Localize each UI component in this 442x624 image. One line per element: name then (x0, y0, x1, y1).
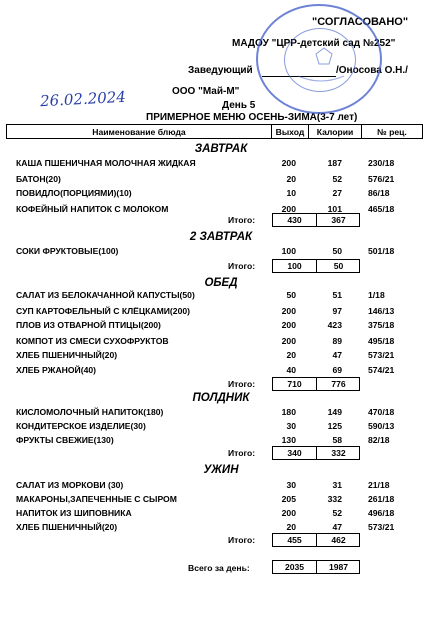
dish-calories: 125 (327, 421, 342, 431)
section-total-box (272, 259, 360, 273)
day-total-yield: 2035 (284, 562, 305, 572)
dish-calories: 101 (327, 204, 342, 214)
section-total-label: Итого: (228, 261, 256, 271)
dish-name: НАПИТОК ИЗ ШИПОВНИКА (16, 508, 132, 518)
dish-recipe: 230/18 (368, 158, 395, 168)
dish-recipe: 86/18 (368, 188, 390, 198)
dish-yield: 200 (281, 320, 296, 330)
dish-yield: 30 (286, 421, 296, 431)
approval-title: "СОГЛАСОВАНО" (312, 16, 409, 28)
dish-name: ХЛЕБ ПШЕНИЧНЫЙ(20) (16, 522, 118, 532)
approval-org: МАДОУ "ЦРР-детский сад №252" (232, 38, 396, 49)
dish-name: ХЛЕБ РЖАНОЙ(40) (16, 365, 96, 375)
handwritten-date: 26.02.2024 (39, 87, 127, 111)
section-total-label: Итого: (228, 379, 256, 389)
dish-name: ХЛЕБ ПШЕНИЧНЫЙ(20) (16, 350, 118, 360)
section-total-box (272, 213, 360, 227)
dish-name: СУП КАРТОФЕЛЬНЫЙ С КЛЁЦКАМИ(200) (16, 306, 190, 316)
section-total-calories: 367 (316, 214, 360, 226)
section-total-label: Итого: (228, 535, 256, 545)
stamp (256, 4, 382, 114)
dish-yield: 200 (281, 508, 296, 518)
supplier-name: ООО "Май-М" (172, 86, 240, 97)
dish-recipe: 495/18 (368, 336, 395, 346)
dish-yield: 200 (281, 204, 296, 214)
day-label: День 5 (222, 100, 256, 111)
dish-name: БАТОН(20) (16, 174, 61, 184)
section-total-calories: 50 (316, 260, 360, 272)
menu-title: ПРИМЕРНОЕ МЕНЮ ОСЕНЬ-ЗИМА(3-7 лет) (146, 112, 358, 123)
section-total-calories: 332 (316, 447, 360, 459)
dish-recipe: 1/18 (368, 290, 385, 300)
dish-yield: 200 (281, 158, 296, 168)
dish-name: ФРУКТЫ СВЕЖИЕ(130) (16, 435, 114, 445)
dish-recipe: 576/21 (368, 174, 395, 184)
head-label: Заведующий (188, 65, 253, 76)
dish-calories: 51 (332, 290, 342, 300)
dish-calories: 58 (332, 435, 342, 445)
section-title: 2 ЗАВТРАК (189, 231, 253, 243)
dish-recipe: 501/18 (368, 246, 395, 256)
section-total-label: Итого: (228, 448, 256, 458)
section-title: ЗАВТРАК (194, 143, 248, 155)
dish-name: КОФЕЙНЫЙ НАПИТОК С МОЛОКОМ (16, 204, 169, 214)
col-recipe-header: № рец. (362, 125, 423, 139)
dish-yield: 200 (281, 306, 296, 316)
day-total-box (272, 560, 360, 574)
dish-yield: 130 (281, 435, 296, 445)
dish-recipe: 590/13 (368, 421, 395, 431)
section-title: ОБЕД (204, 277, 238, 289)
section-total-yield: 100 (287, 261, 302, 271)
section-total-yield: 430 (287, 215, 302, 225)
dish-yield: 200 (281, 336, 296, 346)
section-total-yield: 455 (287, 535, 302, 545)
dish-calories: 31 (332, 480, 342, 490)
dish-name: КОНДИТЕРСКОЕ ИЗДЕЛИЕ(30) (16, 421, 146, 431)
dish-recipe: 21/18 (368, 480, 390, 490)
dish-name: КАША ПШЕНИЧНАЯ МОЛОЧНАЯ ЖИДКАЯ (16, 158, 196, 168)
dish-name: КИСЛОМОЛОЧНЫЙ НАПИТОК(180) (16, 407, 164, 417)
dish-calories: 149 (327, 407, 342, 417)
dish-yield: 20 (286, 350, 296, 360)
dish-name: ПОВИДЛО(ПОРЦИЯМИ)(10) (16, 188, 132, 198)
dish-yield: 50 (286, 290, 296, 300)
dish-yield: 180 (281, 407, 296, 417)
day-total-calories: 1987 (316, 561, 360, 573)
col-calories-header: Калории (309, 125, 362, 139)
dish-calories: 47 (332, 350, 342, 360)
dish-calories: 97 (332, 306, 342, 316)
dish-calories: 27 (332, 188, 342, 198)
section-total-label: Итого: (228, 215, 256, 225)
dish-calories: 50 (332, 246, 342, 256)
dish-yield: 100 (281, 246, 296, 256)
dish-name: САЛАТ ИЗ МОРКОВИ (30) (16, 480, 124, 490)
dish-yield: 205 (281, 494, 296, 504)
dish-yield: 10 (286, 188, 296, 198)
col-name-header: Наименование блюда (7, 125, 272, 139)
dish-recipe: 261/18 (368, 494, 395, 504)
dish-calories: 423 (327, 320, 342, 330)
section-total-yield: 710 (287, 379, 302, 389)
section-total-box (272, 533, 360, 547)
dish-calories: 89 (332, 336, 342, 346)
dish-yield: 20 (286, 522, 296, 532)
section-total-box (272, 377, 360, 391)
dish-recipe: 496/18 (368, 508, 395, 518)
section-total-calories: 462 (316, 534, 360, 546)
dish-calories: 52 (332, 508, 342, 518)
section-title: УЖИН (203, 464, 239, 476)
head-name: /Оносова О.Н./ (336, 65, 408, 76)
dish-calories: 52 (332, 174, 342, 184)
dish-recipe: 465/18 (368, 204, 395, 214)
dish-name: МАКАРОНЫ,ЗАПЕЧЕННЫЕ С СЫРОМ (16, 494, 177, 504)
dish-yield: 20 (286, 174, 296, 184)
section-total-yield: 340 (287, 448, 302, 458)
day-total-label: Всего за день: (188, 563, 250, 573)
dish-yield: 40 (286, 365, 296, 375)
dish-calories: 47 (332, 522, 342, 532)
dish-recipe: 470/18 (368, 407, 395, 417)
section-total-box (272, 446, 360, 460)
column-headers (6, 124, 423, 139)
dish-recipe: 573/21 (368, 350, 395, 360)
dish-name: САЛАТ ИЗ БЕЛОКАЧАННОЙ КАПУСТЫ(50) (16, 290, 195, 300)
col-yield-header: Выход (272, 125, 309, 139)
dish-calories: 69 (332, 365, 342, 375)
section-title: ПОЛДНИК (192, 392, 250, 404)
dish-name: СОКИ ФРУКТОВЫЕ(100) (16, 246, 119, 256)
dish-recipe: 573/21 (368, 522, 395, 532)
dish-name: ПЛОВ ИЗ ОТВАРНОЙ ПТИЦЫ(200) (16, 320, 161, 330)
dish-recipe: 574/21 (368, 365, 395, 375)
dish-yield: 30 (286, 480, 296, 490)
dish-recipe: 82/18 (368, 435, 390, 445)
dish-recipe: 375/18 (368, 320, 395, 330)
dish-recipe: 146/13 (368, 306, 395, 316)
dish-name: КОМПОТ ИЗ СМЕСИ СУХОФРУКТОВ (16, 336, 169, 346)
dish-calories: 332 (327, 494, 342, 504)
section-total-calories: 776 (316, 378, 360, 390)
dish-calories: 187 (327, 158, 342, 168)
